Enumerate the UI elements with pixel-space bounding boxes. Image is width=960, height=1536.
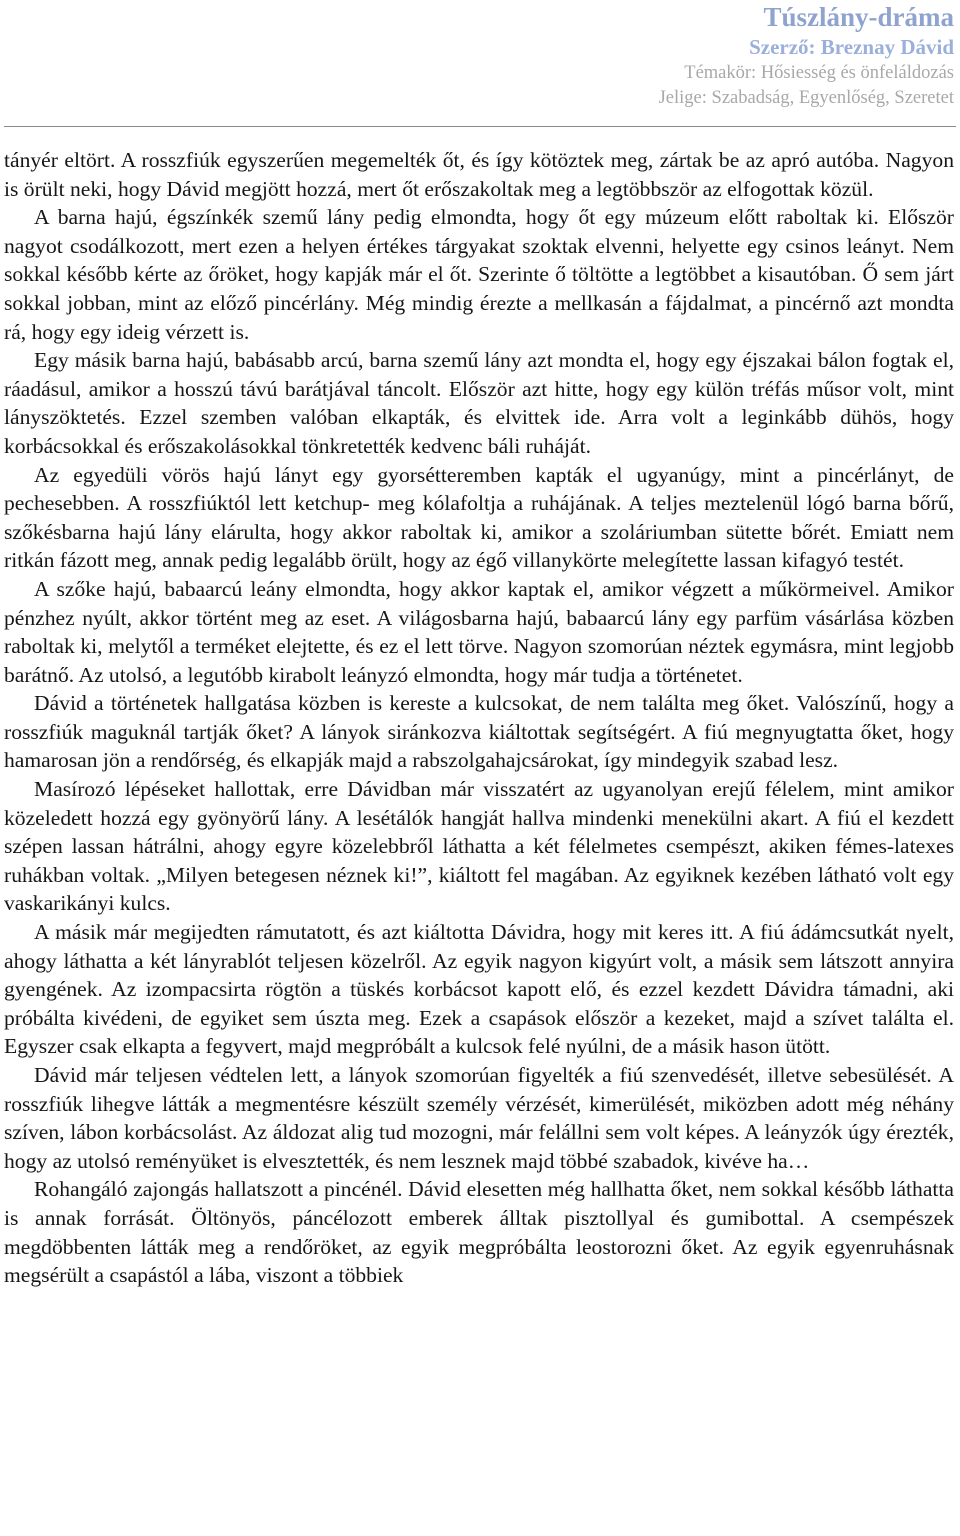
document-topic: Témakör: Hősiesség és önfeláldozás — [684, 63, 954, 83]
paragraph: A szőke hajú, babaarcú leány elmondta, hogy akkor kaptak el, amikor végzett a műkörmeivel. Amikor pénzhez nyúlt, akkor történt meg az eset. A világosbarna hajú, babaarcú lány egy parfüm vásárlása közben raboltak ki, melytől a terméket elejtette, és ez el lett törve. Nagyon szomorúan néztek egymásra, mint legjobb barátnő. Az utolsó, a legutóbb kirabolt leányzó elmondta, hogy már tudja a történetet. — [4, 576, 954, 687]
paragraph: A másik már megijedten rámutatott, és azt kiáltotta Dávidra, hogy mit keres itt. A fiú ádámcsutkát nyelt, ahogy láthatta a két lányrablót teljesen közelről. Az egyik nagyon kigyúrt volt, a másik sem látszott annyira gyengének. Az izompacsirta rögtön a tüskés korbácsot kapott elő, és ezzel kezdett Dávidra támadni, aki próbálta kivédeni, de egyiket sem úszta meg. Ezek a csapások először a kezeket, majd a szívet találta el. Egyszer csak elkapta a fegyvert, majd megpróbált a kulcsok felé nyúlni, de a másik hason ütött. — [4, 920, 954, 1059]
paragraph: tányér eltört. A rosszfiúk egyszerűen megemelték őt, és így kötöztek meg, zártak be az apró autóba. Nagyon is örült neki, hogy Dávid megjött hozzá, mert őt erőszakoltak meg a legtöbbször az elfogottak közül. — [4, 148, 954, 201]
document-motto: Jelige: Szabadság, Egyenlőség, Szeretet — [658, 88, 954, 108]
document-header — [659, 0, 954, 111]
paragraph: Az egyedüli vörös hajú lányt egy gyorsétteremben kapták el ugyanúgy, mint a pincérlányt, de pechesebben. A rosszfiúktól lett ketchup- meg kólafoltja a ruhájának. A teljes meztelenül lógó barna bőrű, szőkésbarna hajú lány elárulta, hogy akkor raboltak ki, amikor a szoláriumban sütette bőrét. Emiatt nem ritkán fázott meg, annak pedig legalább örült, hogy az égő villanykörte melegítette lassan kifagyó testét. — [4, 462, 954, 573]
paragraph: Dávid a történetek hallgatása közben is kereste a kulcsokat, de nem találta meg őket. Valószínű, hogy a rosszfiúk maguknál tartják őket? A lányok siránkozva kiáltottak segítségért. A fiú megnyugtatta őket, hogy hamarosan jön a rendőrség, és elkapják majd a rabszolgahajcsárokat, így mindegyik szabad lesz. — [4, 691, 954, 773]
paragraph: Masírozó lépéseket hallottak, erre Dávidban már visszatért az ugyanolyan erejű félelem, mint amikor közeledett hozzá egy gyönyörű lány. A lesétálók hangját hallva mindenki menekülni akart. A fiú el kezdett szépen lassan hátrálni, ahogy egyre közelebbről láthatta a két félelmetes csempészt, akiken fémes-latexes ruhákban voltak. „Milyen betegesen néznek ki!”, kiáltott fel magában. Az egyiknek kezében látható volt egy vaskarikányi kulcs. — [4, 777, 954, 916]
document-author: Szerző: Breznay Dávid — [749, 35, 954, 59]
document-body — [4, 146, 954, 1290]
document-title: Túszlány-dráma — [763, 2, 954, 32]
paragraph: Rohangáló zajongás hallatszott a pincénél. Dávid elesetten még hallhatta őket, nem sokkal később láthatta is annak forrását. Öltönyös, páncélozott emberek álltak pisztollyal és gumibottal. A csempészek megdöbbenten látták meg a rendőröket, az egyik megpróbálta leostorozni őket. Az egyik egyenruhásnak megsérült a csapástól a lába, viszont a többiek — [4, 1177, 954, 1288]
paragraph: A barna hajú, égszínkék szemű lány pedig elmondta, hogy őt egy múzeum előtt raboltak ki. Először nagyot csodálkozott, mert ezen a helyen értékes tárgyakat szoktak elvenni, helyette egy csinos leányt. Nem sokkal később kérte az őröket, hogy kapják már el őt. Szerinte ő töltötte a legtöbbet a kisautóban. Ő sem járt sokkal jobban, mint az előző pincérlány. Még mindig érezte a mellkasán a fájdalmat, a pincérnő azt mondta rá, hogy egy ideig vérzett is. — [4, 205, 954, 344]
paragraph: Egy másik barna hajú, babásabb arcú, barna szemű lány azt mondta el, hogy egy éjszakai bálon fogtak el, ráadásul, amikor a hosszú távú barátjával táncolt. Először azt hitte, hogy egy külön tréfás műsor volt, mint lányszöktetés. Ezzel szemben valóban elkapták, és elvittek ide. Arra volt a leginkább dühös, hogy korbácsokkal és erőszakolásokkal tönkretették kedvenc báli ruháját. — [4, 348, 954, 458]
paragraph: Dávid már teljesen védtelen lett, a lányok szomorúan figyelték a fiú szenvedését, illetve sebesülését. A rosszfiúk lihegve látták a megmentésre készült személy vérzését, kimerülését, miközben adott még néhány szíven, lábon korbácsolást. Az áldozat alig tud mozogni, már felállni sem volt képes. A leányzók úgy érezték, hogy az utolsó reményüket is elvesztették, és nem lesznek majd többé szabadok, kivéve ha… — [4, 1063, 954, 1173]
header-divider — [4, 126, 956, 127]
